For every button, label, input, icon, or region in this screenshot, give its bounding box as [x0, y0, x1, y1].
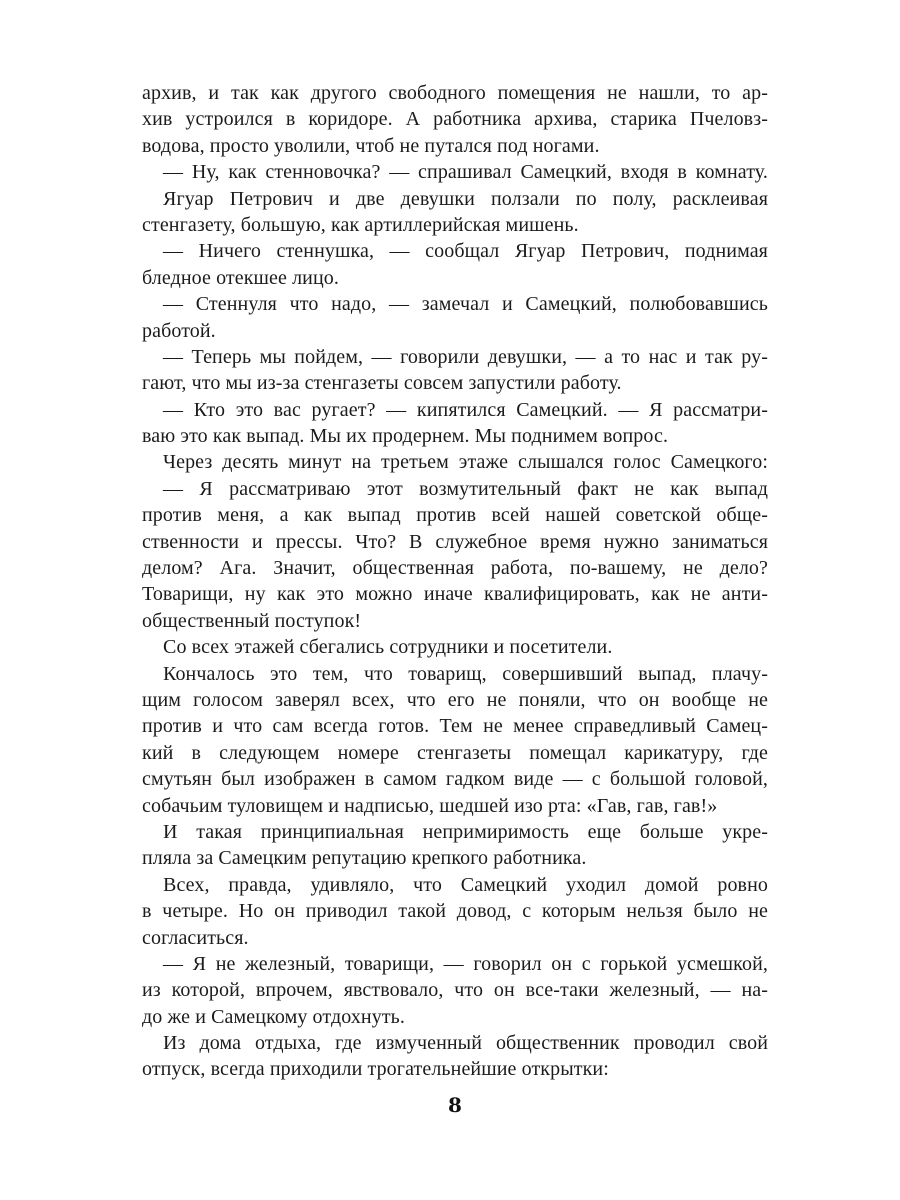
- text-line: Ягуар Петрович и две девушки ползали по полу, расклеивая: [163, 187, 768, 210]
- text-line: Через десять минут на третьем этаже слышался голос Самецкого:: [163, 451, 768, 474]
- text-line: — Кто это вас ругает? — кипятился Самецкий. — Я рассматри-: [163, 398, 768, 421]
- text-line: — Ну, как стенновочка? — спрашивал Самецкий, входя в комнату.: [163, 161, 768, 184]
- text-line: Из дома отдыха, где измученный общественник проводил свой: [163, 1032, 768, 1055]
- page-text-block: [142, 80, 768, 1083]
- text-line: работой.: [142, 319, 216, 342]
- text-line: И такая принципиальная непримиримость еще больше укре-: [163, 820, 768, 843]
- text-line: бледное отекшее лицо.: [142, 266, 339, 289]
- text-line: в четыре. Но он приводил такой довод, с которым нельзя было не: [142, 900, 768, 923]
- text-line: архив, и так как другого свободного помещения не нашли, то ар-: [142, 82, 768, 104]
- text-line: стенгазету, большую, как артиллерийская мишень.: [142, 213, 579, 236]
- text-line: Всех, правда, удивляло, что Самецкий уходил домой ровно: [163, 873, 768, 896]
- text-line: водова, просто уволили, чтоб не путался под ногами.: [142, 134, 600, 157]
- text-line: общественный поступок!: [142, 609, 362, 632]
- text-line: — Я не железный, товарищи, — говорил он с горькой усмешкой,: [163, 952, 768, 975]
- text-line: собачьим туловищем и надписью, шедшей изо рта: «Гав, гав, гав!»: [142, 794, 718, 817]
- text-line: — Стеннуля что надо, — замечал и Самецкий, полюбовавшись: [163, 293, 768, 316]
- text-line: кий в следующем номере стенгазеты помещал карикатуру, где: [142, 741, 768, 764]
- text-line: против меня, а как выпад против всей нашей советской обще-: [142, 504, 768, 527]
- text-line: — Я рассматриваю этот возмутительный факт не как выпад: [163, 477, 768, 500]
- text-line: Товарищи, ну как это можно иначе квалифицировать, как не анти-: [142, 583, 768, 606]
- text-line: — Теперь мы пойдем, — говорили девушки, — а то нас и так ру-: [163, 345, 768, 368]
- text-line: Кончалось это тем, что товарищ, совершивший выпад, плачу-: [163, 662, 768, 685]
- text-line: делом? Ага. Значит, общественная работа, по-вашему, не дело?: [142, 557, 768, 580]
- text-line: ваю это как выпад. Мы их продернем. Мы поднимем вопрос.: [142, 425, 669, 448]
- text-line: согласиться.: [142, 926, 249, 949]
- text-line: щим голосом заверял всех, что его не поняли, что он вообще не: [142, 688, 768, 711]
- text-line: смутьян был изображен в самом гадком виде — с большой головой,: [142, 768, 768, 791]
- text-line: хив устроился в коридоре. А работника архива, старика Пчеловз-: [142, 108, 768, 131]
- text-line: отпуск, всегда приходили трогательнейшие открытки:: [142, 1058, 609, 1081]
- text-line: гают, что мы из-за стенгазеты совсем запустили работу.: [142, 372, 622, 395]
- text-line: пляла за Самецким репутацию крепкого работника.: [142, 847, 587, 870]
- text-line: против и что сам всегда готов. Тем не менее справедливый Самец-: [142, 715, 768, 738]
- text-line: — Ничего стеннушка, — сообщал Ягуар Петрович, поднимая: [163, 240, 768, 263]
- page-number: 8: [448, 1093, 462, 1117]
- text-line: ственности и прессы. Что? В служебное время нужно заниматься: [142, 530, 768, 553]
- text-line: из которой, впрочем, явствовало, что он все-таки железный, — на-: [142, 979, 768, 1002]
- text-line: до же и Самецкому отдохнуть.: [142, 1005, 405, 1028]
- text-line: Со всех этажей сбегались сотрудники и посетители.: [163, 636, 613, 659]
